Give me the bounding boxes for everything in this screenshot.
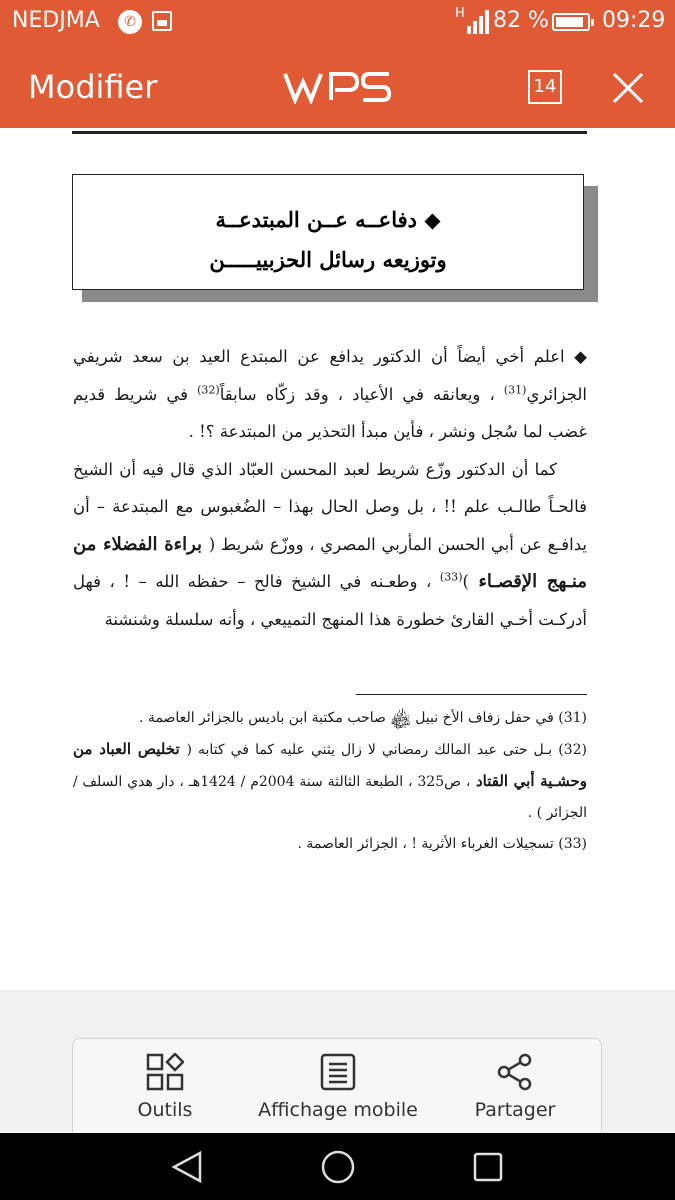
wps-logo [283, 70, 393, 104]
home-icon[interactable] [320, 1149, 356, 1185]
footnote-33: (33) تسجيلات الغرباء الأثرية ! ، الجزائر العاصمة . [297, 836, 587, 852]
recents-icon[interactable] [472, 1151, 504, 1183]
battery-icon [552, 13, 590, 31]
clock: 09:29 [602, 8, 666, 33]
footnote-32: (32) بـل حتى عبد المالك رمضاني لا زال يثني عليه كما في كتابه ( تخليص العباد من وحشـية أبي القتاد ، ص325 ، الطبعة الثالثة سنة 2004م / 1424هـ ، دار هدي السلف / الجزائر ) . [73, 740, 587, 821]
title-line-2: وتوزيعه رسائل الحزبييـــــن [209, 247, 447, 272]
share-icon [496, 1053, 534, 1091]
paragraph-1: ◆ اعلم أخي أيضاً أن الدكتور يدافع عن المبتدع العيد بن سعد شريفي الجزائري$^{(31)}$ ، ويعانقه في الأعياد ، وقد زكّاه سابقاً$^{(32)}$ في شريط قديم غضب لما سُجل ونشر ، فأين مبدأ التحذير من المبتدعة ؟! . [73, 347, 587, 441]
mobile-view-icon [319, 1053, 357, 1091]
title-box [72, 174, 584, 290]
share-button[interactable] [465, 1053, 565, 1121]
footnote-separator [356, 694, 587, 695]
image-notification-icon [152, 11, 172, 31]
share-label: Partager [474, 1099, 556, 1121]
status-bar [0, 0, 675, 44]
back-icon[interactable] [170, 1150, 204, 1184]
navigation-bar [0, 1133, 675, 1200]
signal-icon [467, 10, 491, 34]
battery-percent: 82 % [493, 8, 549, 33]
paragraph-2: كما أن الدكتور وزّع شريط لعبد المحسن العبّاد الذي قال فيه أن الشيخ فالحـاً طالـب علم !! ، بل وصل الحال بهذا – الضُغبوس مع المبتدعة – أن يدافـع عن أبي الحسن المأربي المصري ، ووزّع شريط ( براءة الفضلاء من منـهج الإقصـاء )$^{(33)}$ ، وطعـنه في الشيخ فالح – حفظه الله – ! ، فهل أدركـت أخـي القارئ خطورة هذا المنهج التمييعي ، وأنه سلسلة وشنشنة [73, 459, 587, 629]
page-count-button[interactable]: 14 [528, 70, 562, 104]
carrier-name: NEDJMA [12, 8, 100, 33]
bottom-toolbar [72, 1038, 602, 1138]
footnotes [73, 703, 587, 860]
tools-icon [146, 1053, 184, 1091]
network-type: H [455, 6, 465, 21]
mobile-view-button[interactable] [253, 1053, 423, 1121]
tools-button[interactable] [125, 1053, 205, 1121]
app-bar [0, 44, 675, 128]
footnote-31: (31) في حفل زفاف الأخ نبيل ﷾ صاحب مكتبة ابن باديس بالجزائر العاصمة . [139, 710, 587, 726]
header-rule [72, 131, 587, 134]
whatsapp-icon: ✆ [118, 10, 142, 34]
tools-label: Outils [137, 1099, 193, 1121]
svg-text:WPS: WPS [283, 70, 286, 71]
document-body [73, 338, 587, 638]
close-icon[interactable] [610, 70, 646, 106]
mobile-view-label: Affichage mobile [258, 1099, 418, 1121]
title-line-1: ◆ دفاعــه عــن المبتدعــة [215, 207, 441, 232]
modify-button[interactable]: Modifier [28, 68, 158, 106]
